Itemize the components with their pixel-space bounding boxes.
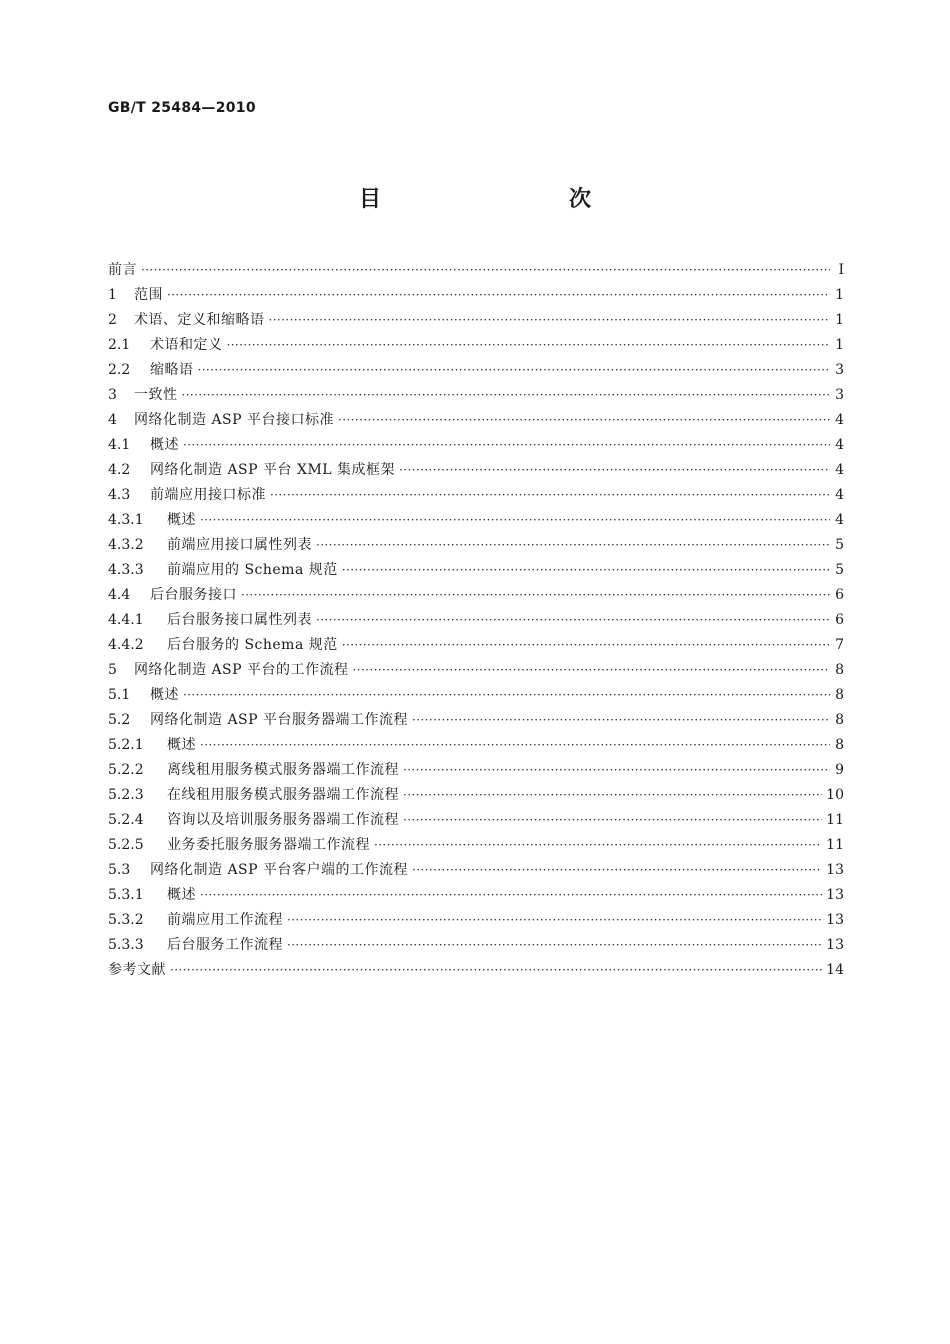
- dot-leader: [183, 688, 830, 702]
- toc-entry-page: 3: [835, 387, 844, 403]
- toc-entry-title: 前端应用接口属性列表: [167, 537, 312, 553]
- toc-entry-title: 概述: [167, 512, 196, 528]
- toc-entry-title: 网络化制造 ASP 平台服务器端工作流程: [150, 712, 409, 728]
- toc-entry-page: 9: [835, 762, 844, 778]
- dot-leader: [403, 788, 822, 802]
- toc-entry-number: 5.2.4: [108, 812, 144, 828]
- toc-entry-number: 2: [108, 312, 117, 328]
- toc-entry[interactable]: [108, 359, 844, 384]
- toc-entry[interactable]: [108, 634, 844, 659]
- toc-entry-title: 离线租用服务模式服务器端工作流程: [167, 762, 399, 778]
- toc-entry-title: 咨询以及培训服务服务器端工作流程: [167, 812, 399, 828]
- toc-entry[interactable]: [108, 834, 844, 859]
- toc-entry-page: 4: [835, 462, 844, 478]
- toc-entry-page: 4: [835, 512, 844, 528]
- toc-entry-page: 13: [826, 887, 844, 903]
- toc-entry-page: 10: [826, 787, 844, 803]
- page-title: 目 次: [358, 187, 639, 212]
- toc-entry-page: 1: [835, 312, 844, 328]
- toc-entry[interactable]: [108, 759, 844, 784]
- dot-leader: [167, 288, 830, 302]
- toc-entry[interactable]: [108, 934, 844, 959]
- toc-entry[interactable]: [108, 434, 844, 459]
- dot-leader: [342, 638, 830, 652]
- toc-entry-number: 5.2.5: [108, 837, 144, 853]
- toc-entry-page: 7: [835, 637, 844, 653]
- toc-entry-title: 概述: [150, 437, 179, 453]
- toc-entry-number: 5.1: [108, 687, 131, 703]
- standard-code: GB/T 25484—2010: [108, 100, 256, 116]
- toc-entry-page: 14: [826, 962, 844, 978]
- toc-entry[interactable]: [108, 334, 844, 359]
- toc-entry[interactable]: [108, 584, 844, 609]
- toc-entry-number: 4.3.2: [108, 537, 144, 553]
- toc-entry[interactable]: [108, 509, 844, 534]
- toc-entry-page: 8: [835, 712, 844, 728]
- toc-entry-page: 13: [826, 862, 844, 878]
- toc-entry-title: 网络化制造 ASP 平台接口标准: [134, 412, 335, 428]
- toc-entry-page: 13: [826, 937, 844, 953]
- toc-entry-title: 概述: [167, 737, 196, 753]
- toc-entry-page: 11: [826, 812, 844, 828]
- toc-entry-page: 6: [835, 612, 844, 628]
- toc-entry-page: 5: [835, 537, 844, 553]
- toc-entry-number: 5.3.2: [108, 912, 144, 928]
- dot-leader: [200, 513, 830, 527]
- toc-entry-number: 5.2.1: [108, 737, 144, 753]
- toc-entry-number: 5.3: [108, 862, 131, 878]
- table-of-contents: [108, 259, 844, 984]
- toc-entry-page: 6: [835, 587, 844, 603]
- dot-leader: [403, 813, 822, 827]
- dot-leader: [374, 838, 822, 852]
- dot-leader: [342, 563, 830, 577]
- toc-entry-number: 3: [108, 387, 117, 403]
- toc-entry-title: 后台服务的 Schema 规范: [167, 637, 338, 653]
- toc-entry-title: 业务委托服务服务器端工作流程: [167, 837, 370, 853]
- toc-entry-title: 前言: [108, 262, 137, 278]
- dot-leader: [170, 963, 822, 977]
- dot-leader: [316, 613, 830, 627]
- toc-entry-page: 4: [835, 487, 844, 503]
- toc-entry[interactable]: [108, 534, 844, 559]
- toc-entry-number: 4.3.3: [108, 562, 144, 578]
- toc-entry[interactable]: [108, 384, 844, 409]
- dot-leader: [399, 463, 830, 477]
- toc-entry-number: 1: [108, 287, 117, 303]
- dot-leader: [200, 738, 830, 752]
- toc-entry[interactable]: [108, 559, 844, 584]
- toc-entry-number: 4.4: [108, 587, 131, 603]
- toc-entry-page: Ⅰ: [838, 262, 844, 278]
- dot-leader: [182, 388, 831, 402]
- toc-entry-number: 5.3.1: [108, 887, 144, 903]
- toc-entry-title: 缩略语: [150, 362, 194, 378]
- toc-entry[interactable]: [108, 609, 844, 634]
- toc-entry[interactable]: [108, 659, 844, 684]
- toc-entry-page: 3: [835, 362, 844, 378]
- toc-entry[interactable]: [108, 709, 844, 734]
- dot-leader: [287, 938, 822, 952]
- toc-entry[interactable]: [108, 459, 844, 484]
- toc-entry-title: 网络化制造 ASP 平台的工作流程: [134, 662, 349, 678]
- toc-entry[interactable]: [108, 409, 844, 434]
- toc-entry-number: 4.4.2: [108, 637, 144, 653]
- dot-leader: [353, 663, 830, 677]
- toc-entry-page: 13: [826, 912, 844, 928]
- toc-entry-page: 4: [835, 412, 844, 428]
- toc-entry-page: 8: [835, 687, 844, 703]
- dot-leader: [338, 413, 830, 427]
- toc-entry[interactable]: [108, 309, 844, 334]
- dot-leader: [412, 713, 830, 727]
- toc-entry[interactable]: [108, 809, 844, 834]
- toc-entry-title: 网络化制造 ASP 平台 XML 集成框架: [150, 462, 396, 478]
- dot-leader: [198, 363, 831, 377]
- toc-entry-title: 前端应用工作流程: [167, 912, 283, 928]
- dot-leader: [412, 863, 822, 877]
- toc-entry[interactable]: [108, 284, 844, 309]
- toc-entry-number: 5.2: [108, 712, 131, 728]
- toc-entry-number: 2.1: [108, 337, 131, 353]
- toc-entry-title: 在线租用服务模式服务器端工作流程: [167, 787, 399, 803]
- toc-entry-title: 参考文献: [108, 962, 166, 978]
- toc-entry[interactable]: [108, 909, 844, 934]
- toc-entry-title: 网络化制造 ASP 平台客户端的工作流程: [150, 862, 409, 878]
- toc-entry-page: 5: [835, 562, 844, 578]
- toc-entry-page: 1: [835, 337, 844, 353]
- toc-entry-number: 2.2: [108, 362, 131, 378]
- dot-leader: [287, 913, 822, 927]
- toc-entry-title: 后台服务接口: [150, 587, 237, 603]
- dot-leader: [227, 338, 831, 352]
- toc-entry-title: 一致性: [134, 387, 178, 403]
- toc-entry-title: 概述: [150, 687, 179, 703]
- toc-entry-number: 5.2.2: [108, 762, 144, 778]
- toc-entry[interactable]: [108, 259, 844, 284]
- toc-entry-number: 4.2: [108, 462, 131, 478]
- toc-entry[interactable]: [108, 859, 844, 884]
- toc-entry-title: 前端应用的 Schema 规范: [167, 562, 338, 578]
- toc-entry-page: 11: [826, 837, 844, 853]
- toc-entry-number: 4.1: [108, 437, 131, 453]
- dot-leader: [316, 538, 830, 552]
- dot-leader: [269, 313, 831, 327]
- toc-entry-number: 5: [108, 662, 117, 678]
- dot-leader: [403, 763, 830, 777]
- toc-entry-title: 术语、定义和缩略语: [134, 312, 265, 328]
- toc-entry-number: 4: [108, 412, 117, 428]
- toc-entry-number: 5.2.3: [108, 787, 144, 803]
- dot-leader: [183, 438, 830, 452]
- toc-entry-title: 术语和定义: [150, 337, 223, 353]
- toc-entry[interactable]: [108, 734, 844, 759]
- dot-leader: [270, 488, 830, 502]
- toc-entry-page: 8: [835, 662, 844, 678]
- toc-entry-page: 8: [835, 737, 844, 753]
- toc-entry-number: 4.3.1: [108, 512, 144, 528]
- dot-leader: [141, 263, 830, 277]
- toc-entry[interactable]: [108, 684, 844, 709]
- toc-entry[interactable]: [108, 959, 844, 984]
- toc-entry-title: 前端应用接口标准: [150, 487, 266, 503]
- toc-entry-title: 概述: [167, 887, 196, 903]
- toc-entry-title: 后台服务工作流程: [167, 937, 283, 953]
- dot-leader: [241, 588, 830, 602]
- toc-entry[interactable]: [108, 784, 844, 809]
- toc-entry-number: 5.3.3: [108, 937, 144, 953]
- toc-entry-page: 1: [835, 287, 844, 303]
- toc-entry-number: 4.3: [108, 487, 131, 503]
- toc-entry-title: 范围: [134, 287, 163, 303]
- dot-leader: [200, 888, 822, 902]
- toc-entry-number: 4.4.1: [108, 612, 144, 628]
- toc-entry-page: 4: [835, 437, 844, 453]
- toc-entry[interactable]: [108, 484, 844, 509]
- toc-entry-title: 后台服务接口属性列表: [167, 612, 312, 628]
- toc-entry[interactable]: [108, 884, 844, 909]
